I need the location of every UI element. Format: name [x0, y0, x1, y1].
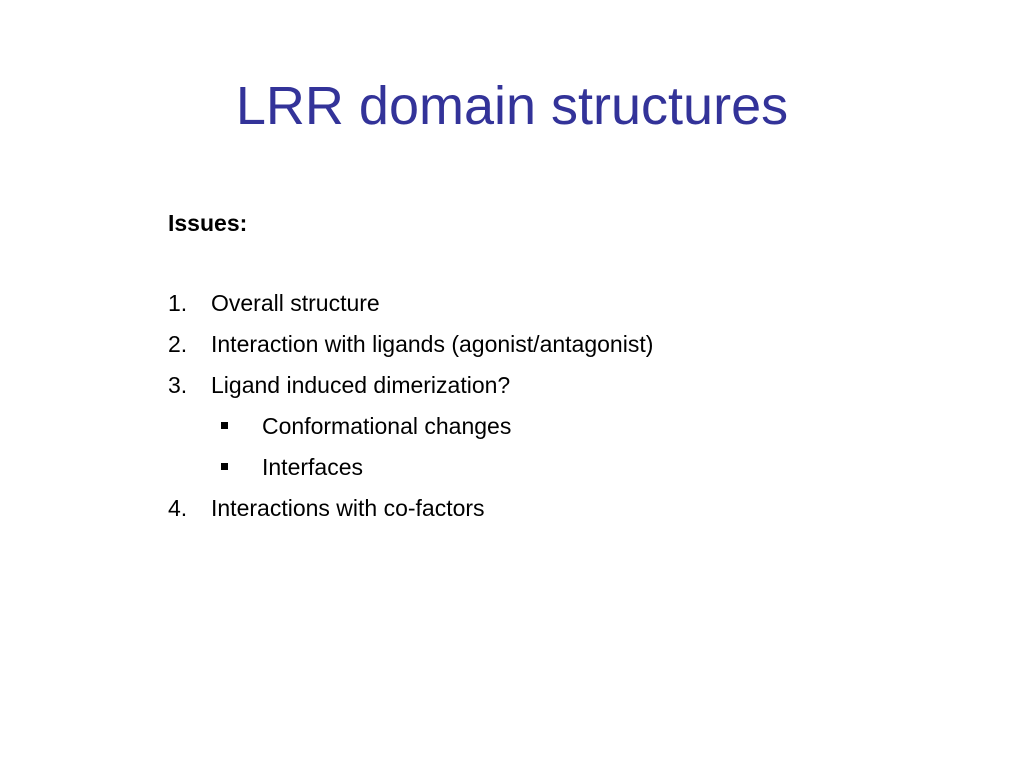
- slide-title: LRR domain structures: [235, 76, 789, 136]
- list-item-number: 3.: [168, 372, 188, 398]
- sub-list-item-interfaces: [168, 447, 988, 488]
- list-item-text: Interactions with co-factors: [211, 495, 485, 521]
- list-item-text: Interaction with ligands (agonist/antagonist): [211, 331, 654, 357]
- sub-list-item-text: Conformational changes: [262, 413, 512, 439]
- list-item-number: 1.: [168, 290, 188, 316]
- list-item-text: Ligand induced dimerization?: [211, 372, 511, 398]
- slide-body: [168, 203, 988, 529]
- sub-list-item-conformational-changes: [168, 406, 988, 447]
- issues-list: [168, 283, 988, 529]
- square-bullet-icon: [221, 463, 228, 470]
- list-item-4: [168, 488, 988, 529]
- sub-list-item-text: Interfaces: [262, 454, 363, 480]
- list-item-number: 2.: [168, 331, 188, 357]
- list-item-3: [168, 365, 988, 406]
- issues-heading: Issues:: [168, 210, 248, 236]
- list-item-number: 4.: [168, 495, 188, 521]
- list-item-text: Overall structure: [211, 290, 380, 316]
- list-item-1: [168, 283, 988, 324]
- square-bullet-icon: [221, 422, 228, 429]
- list-item-2: [168, 324, 988, 365]
